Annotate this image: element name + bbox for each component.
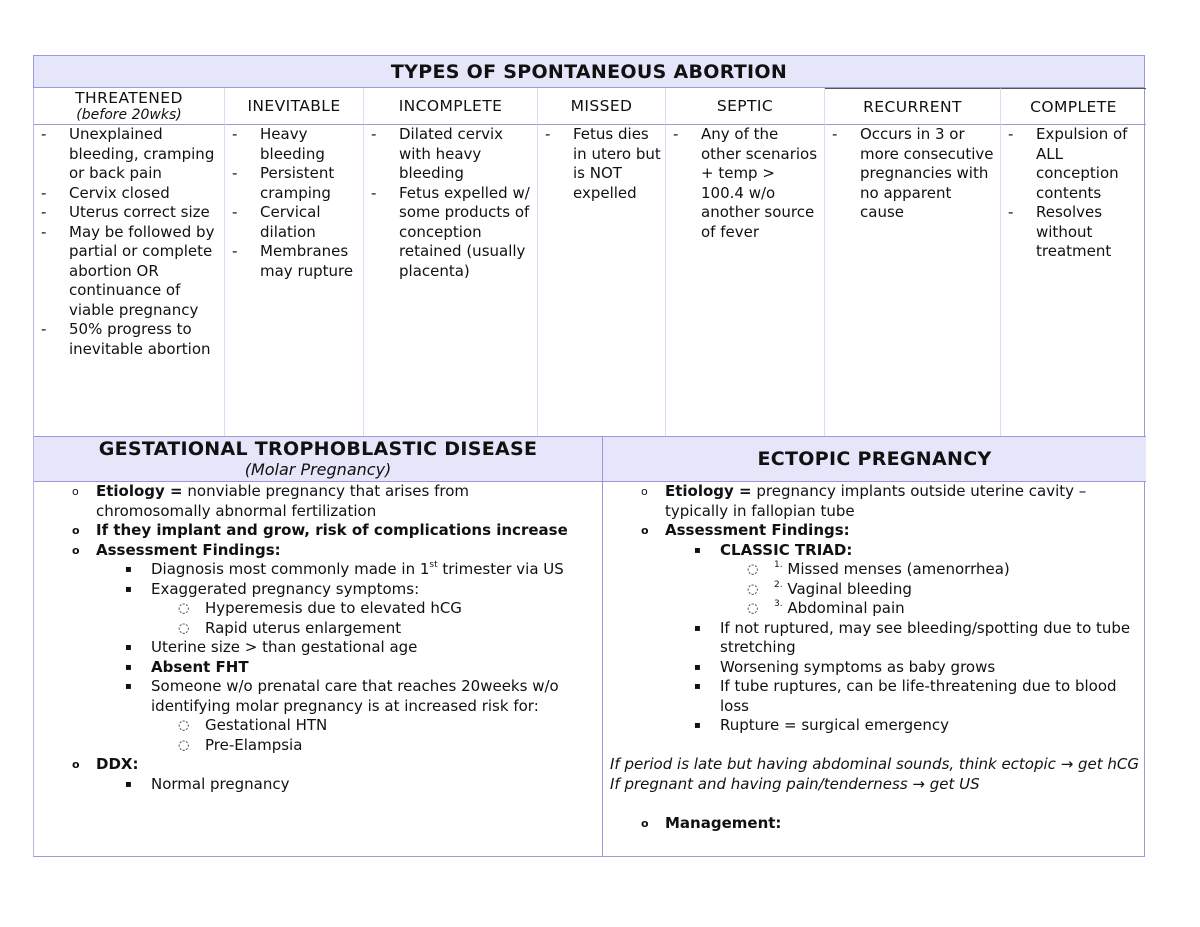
gtd-body <box>34 482 602 856</box>
col-header-recurrent <box>825 88 1001 125</box>
list-item: - Cervix closed <box>34 184 224 204</box>
bullet-o-icon: o <box>641 816 649 830</box>
item-list <box>34 125 224 359</box>
list-item: - Persistent cramping <box>225 164 363 203</box>
bullet-o-icon: o <box>72 524 80 537</box>
col-header-inevitable <box>225 88 364 125</box>
item-list <box>364 125 537 281</box>
bullet-text: If not ruptured, may see bleeding/spotting due to tube stretching <box>720 618 1131 656</box>
list-item: - Any of the other scenarios + temp > 100.4 w/o another source of fever <box>666 125 824 242</box>
gtd-header <box>34 436 602 482</box>
ectopic-body <box>602 482 1146 856</box>
col-header-septic <box>666 88 825 125</box>
item-list <box>1001 125 1146 262</box>
findings-label: Assessment Findings: <box>96 540 281 559</box>
list-item: - Unexplained bleeding, cramping or back pain <box>34 125 224 184</box>
gtd-exaggerated-sub <box>34 599 602 619</box>
triad-num: 3. <box>774 599 783 609</box>
triad-label: CLASSIC TRIAD: <box>720 540 853 559</box>
ectopic-triad-item <box>603 560 1146 580</box>
col-header-label: SEPTIC <box>716 97 774 115</box>
sub-item: Pre-Elampsia <box>205 735 303 754</box>
etiology-label: Etiology = <box>96 482 183 500</box>
ectopic-note-1: If period is late but having abdominal sounds, think ectopic → get hCG <box>610 755 1140 773</box>
ectopic-triad-item <box>603 580 1146 600</box>
col-header-label: INEVITABLE <box>247 97 341 115</box>
col-header-complete <box>1001 88 1146 125</box>
bullet-square-icon: ▪ <box>694 622 701 634</box>
list-item: - Fetus dies in utero but is NOT expelled <box>538 125 665 203</box>
list-item: - Uterus correct size <box>34 203 224 223</box>
diagnosis-sup: st <box>429 560 438 570</box>
item-list <box>538 125 665 203</box>
bullet-square-icon: ▪ <box>694 661 701 673</box>
ectopic-header <box>602 436 1146 482</box>
someone-text: Someone w/o prenatal care that reaches 20weeks w/o identifying molar pregnancy is at increased risk for: <box>151 677 559 715</box>
bullet-square-icon: ▪ <box>694 681 701 692</box>
ectopic-bullet <box>603 619 1146 658</box>
col-header-missed <box>538 88 666 125</box>
bullet-square-icon: ▪ <box>125 642 132 653</box>
col-inevitable <box>225 125 364 436</box>
ectopic-findings <box>603 521 1146 541</box>
col-septic <box>666 125 825 436</box>
ectopic-triad <box>603 541 1146 561</box>
bullet-square-icon: ▪ <box>125 564 132 575</box>
col-header-label: MISSED <box>570 97 633 115</box>
ectopic-bullet <box>603 658 1146 678</box>
sub-item: Rapid uterus enlargement <box>205 618 402 637</box>
col-missed <box>538 125 666 436</box>
col-complete <box>1001 125 1146 436</box>
abortion-types-body <box>33 125 1145 436</box>
ectopic-bullet <box>603 716 1146 736</box>
document-sheet <box>33 55 1145 857</box>
bullet-circle-icon: ◌ <box>747 581 759 597</box>
list-item: - Resolves without treatment <box>1001 203 1146 262</box>
bullet-square-icon: ▪ <box>125 583 132 595</box>
gtd-implant <box>34 521 602 541</box>
col-threatened <box>34 125 225 436</box>
list-item: - Fetus expelled w/ some products of conception retained (usually placenta) <box>364 184 537 282</box>
ectopic-note-2: If pregnant and having pain/tenderness → get US <box>610 774 980 793</box>
etiology-text: pregnancy implants outside uterine cavity – typically in fallopian tube <box>665 482 1087 520</box>
col-header-label: RECURRENT <box>863 97 962 116</box>
gtd-someone <box>34 677 602 716</box>
col-header-label: INCOMPLETE <box>398 97 503 115</box>
col-header-incomplete <box>364 88 538 125</box>
triad-num: 2. <box>774 579 783 590</box>
col-header-label: COMPLETE <box>1030 97 1117 116</box>
ectopic-management <box>603 814 1146 834</box>
etiology-text: nonviable pregnancy that arises from chromosomally abnormal fertilization <box>96 482 470 520</box>
gtd-subtitle: (Molar Pregnancy) <box>244 460 392 479</box>
list-item: - 50% progress to inevitable abortion <box>34 320 224 359</box>
item-list <box>225 125 363 281</box>
spacer <box>603 736 1146 756</box>
uterine-size-text: Uterine size > than gestational age <box>151 638 418 656</box>
list-item: - Occurs in 3 or more consecutive pregnancies with no apparent cause <box>825 125 1000 223</box>
ddx-item-text: Normal pregnancy <box>151 774 290 793</box>
list-item: - Dilated cervix with heavy bleeding <box>364 125 537 184</box>
item-list <box>825 125 1000 223</box>
bullet-square-icon: ▪ <box>125 681 132 692</box>
findings-label: Assessment Findings: <box>665 521 850 539</box>
diagnosis-post: trimester via US <box>437 560 564 578</box>
triad-text: Abdominal pain <box>787 599 905 617</box>
gtd-title: GESTATIONAL TROPHOBLASTIC DISEASE <box>98 438 538 460</box>
bullet-square-icon: ▪ <box>125 661 132 673</box>
list-item: - May be followed by partial or complete abortion OR continuance of viable pregnancy <box>34 223 224 321</box>
management-label: Management: <box>665 813 782 832</box>
bullet-square-icon: ▪ <box>125 778 132 790</box>
gtd-ddx-item <box>34 775 602 795</box>
sub-item: Hyperemesis due to elevated hCG <box>205 599 462 617</box>
exaggerated-text: Exaggerated pregnancy symptoms: <box>151 579 420 598</box>
implant-text: If they implant and grow, risk of complications increase <box>96 521 568 539</box>
abortion-types-header <box>33 88 1145 125</box>
col-incomplete <box>364 125 538 436</box>
bullet-o-icon: o <box>72 485 79 498</box>
bullet-circle-icon: ◌ <box>178 620 190 636</box>
item-list <box>666 125 824 242</box>
gtd-absent-fht <box>34 658 602 678</box>
bullet-circle-icon: ◌ <box>178 737 190 753</box>
gtd-uterine-size <box>34 638 602 658</box>
ectopic-triad-item <box>603 599 1146 619</box>
bullet-circle-icon: ◌ <box>747 601 759 616</box>
abortion-title: TYPES OF SPONTANEOUS ABORTION <box>33 55 1145 88</box>
bullet-o-icon: o <box>72 543 80 557</box>
gtd-etiology <box>34 482 602 521</box>
gtd-exaggerated-sub <box>34 619 602 639</box>
bullet-square-icon: ▪ <box>694 544 701 556</box>
bullet-text: Worsening symptoms as baby grows <box>720 657 996 676</box>
spacer <box>603 794 1146 814</box>
triad-num: 1. <box>774 560 783 570</box>
gtd-risk-sub <box>34 716 602 736</box>
etiology-label: Etiology = <box>665 482 752 500</box>
gtd-findings <box>34 541 602 561</box>
bullet-text: Rupture = surgical emergency <box>720 716 949 734</box>
bottom-section <box>33 436 1145 857</box>
ectopic-title: ECTOPIC PREGNANCY <box>757 448 992 470</box>
bullet-circle-icon: ◌ <box>178 601 190 616</box>
bullet-circle-icon: ◌ <box>178 718 190 733</box>
col-recurrent <box>825 125 1001 436</box>
col-header-sub: (before 20wks) <box>76 107 182 123</box>
list-item: - Membranes may rupture <box>225 242 363 281</box>
bullet-o-icon: o <box>641 485 648 498</box>
list-item: - Cervical dilation <box>225 203 363 242</box>
bullet-o-icon: o <box>72 758 80 771</box>
bullet-square-icon: ▪ <box>694 720 701 731</box>
col-header-threatened <box>34 88 225 125</box>
gtd-exaggerated <box>34 580 602 600</box>
gtd-risk-sub <box>34 736 602 756</box>
list-item: - Expulsion of ALL conception contents <box>1001 125 1146 203</box>
col-header-label: THREATENED <box>75 89 183 107</box>
gtd-diagnosis <box>34 560 602 580</box>
ectopic-bullet <box>603 677 1146 716</box>
list-item: - Heavy bleeding <box>225 125 363 164</box>
triad-text: Vaginal bleeding <box>787 579 912 598</box>
sub-item: Gestational HTN <box>205 716 328 734</box>
triad-text: Missed menses (amenorrhea) <box>787 560 1010 578</box>
bullet-text: If tube ruptures, can be life-threatening due to blood loss <box>720 677 1117 715</box>
bullet-o-icon: o <box>641 524 649 537</box>
bullet-circle-icon: ◌ <box>747 562 759 577</box>
ddx-label: DDX: <box>96 755 139 773</box>
diagnosis-pre: Diagnosis most commonly made in 1 <box>151 560 430 578</box>
ectopic-etiology <box>603 482 1146 521</box>
absent-fht-text: Absent FHT <box>151 657 249 676</box>
gtd-ddx <box>34 755 602 775</box>
